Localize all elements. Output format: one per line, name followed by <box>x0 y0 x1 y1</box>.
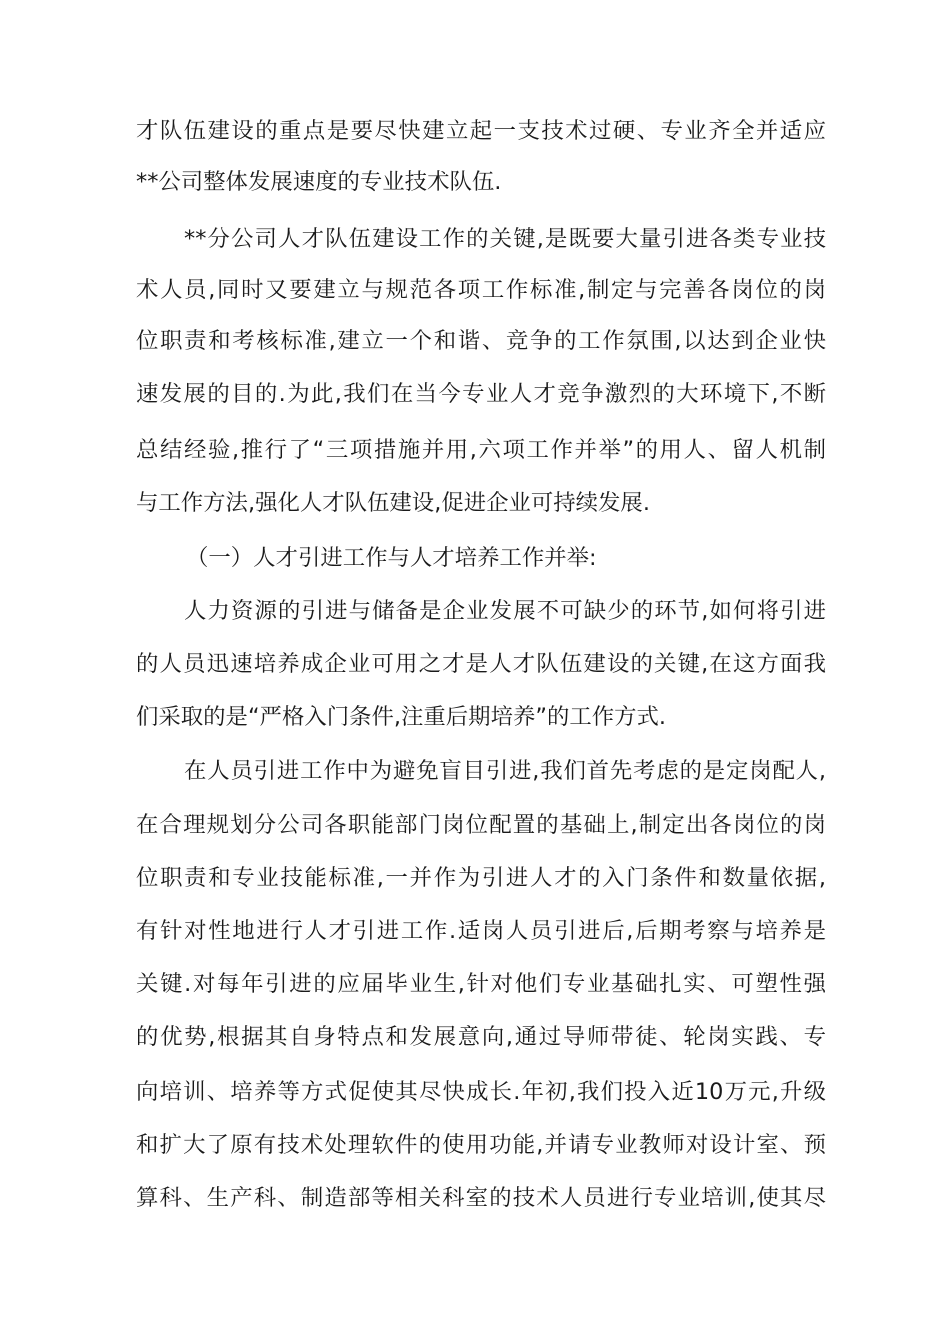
text-line: 向培训、培养等方式促使其尽快成长.年初,我们投入近10万元,升级 <box>136 1079 826 1105</box>
text-line: 人力资源的引进与储备是企业发展不可缺少的环节,如何将引进 <box>184 598 826 624</box>
text-line: 与工作方法,强化人才队伍建设,促进企业可持续发展. <box>136 490 650 516</box>
text-line: 位职责和考核标准,建立一个和谐、竞争的工作氛围,以达到企业快 <box>136 328 826 354</box>
text-line: 算科、生产科、制造部等相关科室的技术人员进行专业培训,使其尽 <box>136 1185 826 1211</box>
text-line: 总结经验,推行了“三项措施并用,六项工作并举”的用人、留人机制 <box>136 437 826 463</box>
text-line: **分公司人才队伍建设工作的关键,是既要大量引进各类专业技 <box>184 226 826 252</box>
text-line: 关键.对每年引进的应届毕业生,针对他们专业基础扎实、可塑性强 <box>136 971 826 997</box>
text-line: 和扩大了原有技术处理软件的使用功能,并请专业教师对设计室、预 <box>136 1132 826 1158</box>
text-line: 在合理规划分公司各职能部门岗位配置的基础上,制定出各岗位的岗 <box>136 812 826 838</box>
text-line: 的优势,根据其自身特点和发展意向,通过导师带徒、轮岗实践、专 <box>136 1024 826 1050</box>
text-line: 们采取的是“严格入门条件,注重后期培养”的工作方式. <box>136 704 667 730</box>
section-heading: （一）人才引进工作与人才培养工作并举: <box>186 545 597 571</box>
text-line: 才队伍建设的重点是要尽快建立起一支技术过硬、专业齐全并适应 <box>136 118 826 144</box>
text-line: 位职责和专业技能标准,一并作为引进人才的入门条件和数量依据, <box>136 865 826 891</box>
text-line: 的人员迅速培养成企业可用之才是人才队伍建设的关键,在这方面我 <box>136 651 826 677</box>
text-line: 在人员引进工作中为避免盲目引进,我们首先考虑的是定岗配人, <box>184 758 826 784</box>
text-line: **公司整体发展速度的专业技术队伍. <box>136 169 502 195</box>
text-line: 有针对性地进行人才引进工作.适岗人员引进后,后期考察与培养是 <box>136 918 826 944</box>
text-line: 术人员,同时又要建立与规范各项工作标准,制定与完善各岗位的岗 <box>136 277 826 303</box>
text-line: 速发展的目的.为此,我们在当今专业人才竞争激烈的大环境下,不断 <box>136 381 826 407</box>
